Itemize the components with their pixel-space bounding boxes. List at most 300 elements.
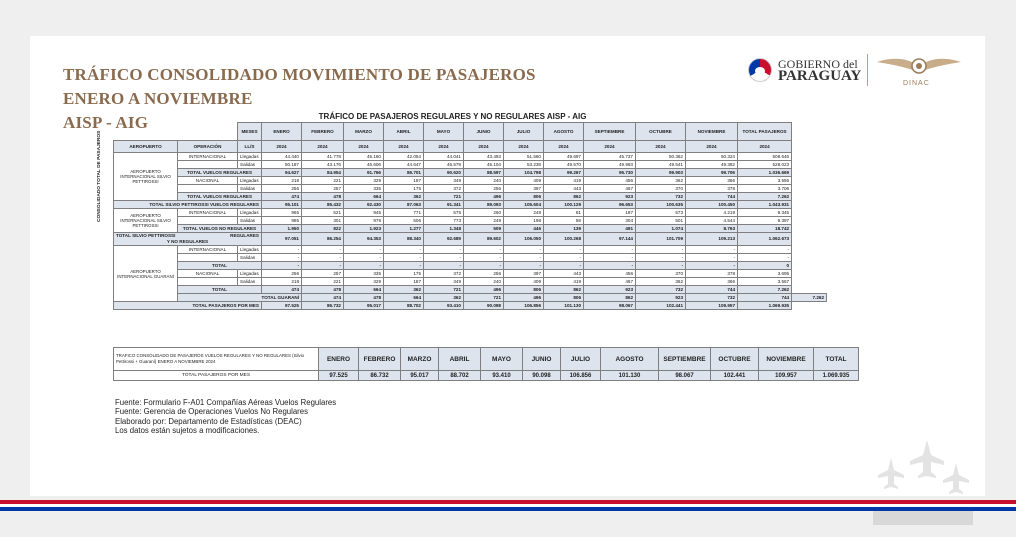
month-header: ENERO (262, 123, 302, 141)
value-cell: 372 (424, 270, 464, 278)
value-cell: 43.493 (464, 153, 504, 161)
flag-stripe-blue (0, 507, 1016, 511)
value-cell: 664 (384, 294, 424, 302)
value-cell: 1.062.673 (738, 233, 792, 246)
note-line: Fuente: Gerencia de Operaciones Vuelos No Regulares (115, 407, 309, 417)
logo-text-gobierno: GOBIERNO del (778, 57, 858, 71)
table-row (114, 294, 827, 302)
table-row (114, 161, 827, 169)
value-cell: - (464, 262, 504, 270)
summary-month-header: FEBRERO (359, 348, 401, 371)
value-cell: 362 (636, 278, 686, 286)
value-cell: 496 (464, 193, 504, 201)
value-cell: 1.069.935 (738, 302, 792, 310)
value-cell: 50.324 (686, 153, 738, 161)
value-cell: - (686, 246, 738, 254)
value-cell: 93.410 (424, 302, 464, 310)
value-cell: - (344, 246, 384, 254)
value-cell: 506 (384, 217, 424, 225)
summary-month-header: OCTUBRE (711, 348, 759, 371)
value-cell: 721 (424, 193, 464, 201)
value-cell: 91.766 (344, 169, 384, 177)
row-label: TOTAL PASAJEROS POR MES (114, 302, 262, 310)
lls-cell: Llegadas (238, 153, 262, 161)
value-cell: - (262, 254, 302, 262)
value-cell: 95.730 (584, 169, 636, 177)
summary-value: 101.130 (601, 371, 659, 381)
flag-seal-icon (748, 58, 772, 82)
value-cell: - (544, 246, 584, 254)
value-cell: 301 (302, 217, 344, 225)
value-cell: 44.647 (384, 161, 424, 169)
value-cell: 101.130 (544, 302, 584, 310)
summary-value: 88.702 (439, 371, 481, 381)
table-row (114, 233, 827, 246)
note-line: Elaborado por: Departamento de Estadísticas (DEAC) (115, 416, 302, 426)
summary-month-header: AGOSTO (601, 348, 659, 371)
value-cell: 419 (544, 177, 584, 185)
summary-description: TRAFICO CONSOLIDADO DE PASAJEROS VUELOS REGULARES Y NO REGULARES (Silvio Pettirossi + Guaraní) ENERO A NOVIEMBRE 2024 (114, 348, 319, 371)
value-cell: 53.238 (504, 161, 544, 169)
summary-value: 97.525 (319, 371, 359, 381)
value-cell: 84.954 (302, 169, 344, 177)
table-row (114, 262, 827, 270)
value-cell: 732 (636, 193, 686, 201)
summary-value: 90.098 (523, 371, 561, 381)
value-cell: 46.606 (344, 161, 384, 169)
table-row (114, 209, 827, 217)
row-label-part: Y NO REGULARES (166, 239, 209, 244)
summary-month-header: TOTAL (814, 348, 859, 371)
value-cell: 362 (636, 177, 686, 185)
value-cell: 99.706 (686, 169, 738, 177)
value-cell: 664 (344, 193, 384, 201)
value-cell: 109.213 (686, 233, 738, 246)
value-cell: 335 (344, 185, 384, 193)
value-cell: 256 (262, 270, 302, 278)
value-cell: 100.635 (636, 201, 686, 209)
value-cell: 1.923 (344, 225, 384, 233)
value-cell: - (384, 246, 424, 254)
value-cell: 81 (544, 209, 584, 217)
value-cell: 240 (464, 177, 504, 185)
value-cell: 664 (344, 286, 384, 294)
summary-month-header: JUNIO (523, 348, 561, 371)
value-cell: 575 (424, 209, 464, 217)
summary-value: 109.957 (759, 371, 814, 381)
value-cell: 3.556 (738, 177, 792, 185)
year-header: 2024 (344, 141, 384, 153)
value-cell: 100.129 (544, 201, 584, 209)
value-cell: 496 (464, 286, 504, 294)
value-cell: 98.067 (584, 302, 636, 310)
operation-cell (178, 161, 238, 169)
value-cell: 99.267 (544, 169, 584, 177)
source-notes (115, 398, 336, 435)
value-cell: 90.098 (464, 302, 504, 310)
table-row (114, 217, 827, 225)
value-cell: 106.050 (504, 233, 544, 246)
year-header: 2024 (384, 141, 424, 153)
value-cell: 85.432 (302, 201, 344, 209)
value-cell: 49.993 (584, 161, 636, 169)
value-cell: 1.277 (384, 225, 424, 233)
value-cell: 89.602 (464, 233, 504, 246)
summary-value: 98.067 (659, 371, 711, 381)
value-cell: 349 (424, 177, 464, 185)
value-cell: 9.397 (738, 217, 792, 225)
value-cell: 528.023 (738, 161, 792, 169)
summary-value: 86.732 (359, 371, 401, 381)
lls-cell: Salidas (238, 278, 262, 286)
value-cell: - (424, 262, 464, 270)
wings-icon (875, 52, 963, 80)
table-row (114, 254, 827, 262)
value-cell: 521 (302, 209, 344, 217)
value-cell: - (504, 254, 544, 262)
passenger-traffic-table (113, 111, 827, 310)
dinac-label: DINAC (903, 80, 930, 87)
value-cell: 49.541 (636, 161, 686, 169)
value-cell: 256 (464, 185, 504, 193)
value-cell: 1.950 (262, 225, 302, 233)
value-cell: 862 (544, 286, 584, 294)
logo-text-paraguay: PARAGUAY (778, 68, 862, 84)
page-title-line2: ENERO A NOVIEMBRE (63, 89, 253, 108)
value-cell: 329 (344, 278, 384, 286)
value-cell: 198 (504, 217, 544, 225)
value-cell: - (302, 246, 344, 254)
value-cell: 862 (584, 294, 636, 302)
value-cell: - (302, 262, 344, 270)
value-cell: - (344, 254, 384, 262)
row-label: TOTAL (178, 286, 262, 294)
value-cell: 248 (504, 209, 544, 217)
year-header: 2024 (262, 141, 302, 153)
value-cell: 304 (584, 217, 636, 225)
value-cell: 3.567 (738, 278, 792, 286)
summary-value: 102.441 (711, 371, 759, 381)
operation-cell: INTERNACIONAL (178, 246, 238, 254)
value-cell: - (464, 246, 504, 254)
summary-month-header: ENERO (319, 348, 359, 371)
table-row (114, 185, 827, 193)
value-cell: 744 (738, 294, 792, 302)
summary-month-header: NOVIEMBRE (759, 348, 814, 371)
value-cell: 443 (544, 270, 584, 278)
value-cell: 221 (302, 177, 344, 185)
value-cell: 370 (636, 270, 686, 278)
lls-header: LL/S (238, 141, 262, 153)
value-cell: 362 (384, 286, 424, 294)
value-cell: 3.695 (738, 270, 792, 278)
lls-cell: Salidas (238, 185, 262, 193)
value-cell: - (584, 262, 636, 270)
summary-value: 1.069.935 (814, 371, 859, 381)
value-cell: 46.579 (424, 161, 464, 169)
table-row (114, 169, 827, 177)
value-cell: 187 (384, 177, 424, 185)
value-cell: 409 (504, 177, 544, 185)
value-cell: 109.957 (686, 302, 738, 310)
value-cell: 378 (686, 185, 738, 193)
value-cell: 257 (302, 185, 344, 193)
operation-cell (178, 254, 238, 262)
value-cell: 501 (636, 217, 686, 225)
value-cell: 218 (262, 278, 302, 286)
year-header: 2024 (504, 141, 544, 153)
value-cell: 467 (584, 185, 636, 193)
value-cell: 806 (504, 286, 544, 294)
value-cell: 256 (464, 270, 504, 278)
value-cell: 397 (504, 270, 544, 278)
value-cell: 88.597 (464, 169, 504, 177)
row-label-part: REGULARES (230, 233, 259, 238)
value-cell: - (636, 262, 686, 270)
lls-cell: Salidas (238, 161, 262, 169)
value-cell: - (262, 262, 302, 270)
value-cell: 362 (424, 294, 464, 302)
value-cell: 409 (504, 278, 544, 286)
value-cell: 496 (504, 294, 544, 302)
value-cell: 474 (262, 193, 302, 201)
table-row (114, 225, 827, 233)
month-header: TOTAL PASAJEROS (738, 123, 792, 141)
value-cell: - (384, 254, 424, 262)
value-cell: - (686, 262, 738, 270)
summary-value: 93.410 (481, 371, 523, 381)
value-cell: 139 (544, 225, 584, 233)
value-cell: 573 (636, 209, 686, 217)
value-cell: 260 (464, 209, 504, 217)
value-cell: 732 (636, 286, 686, 294)
value-cell: 88.702 (384, 302, 424, 310)
table-row (114, 278, 827, 286)
table-row (114, 201, 827, 209)
meses-header: MESES (238, 123, 262, 141)
value-cell: 4.544 (686, 217, 738, 225)
operation-cell (178, 278, 238, 286)
value-cell: 100.450 (686, 201, 738, 209)
value-cell: 0 (738, 262, 792, 270)
value-cell: 100.268 (544, 233, 584, 246)
value-cell: 773 (424, 217, 464, 225)
value-cell: 822 (302, 225, 344, 233)
value-cell: - (504, 262, 544, 270)
value-cell: - (424, 254, 464, 262)
table-row (114, 153, 827, 161)
value-cell: 44.041 (424, 153, 464, 161)
value-cell: 806 (544, 294, 584, 302)
value-cell: 44.440 (262, 153, 302, 161)
page-title-line1: TRÁFICO CONSOLIDADO MOVIMIENTO DE PASAJEROS (63, 65, 536, 84)
value-cell: 443 (544, 185, 584, 193)
value-cell: 106.856 (504, 302, 544, 310)
value-cell: 9.345 (738, 209, 792, 217)
operation-cell: NACIONAL (178, 177, 238, 185)
value-cell: 175 (384, 270, 424, 278)
value-cell: 744 (686, 286, 738, 294)
value-cell: 41.778 (302, 153, 344, 161)
summary-table (113, 347, 859, 381)
lls-cell: Salidas (238, 217, 262, 225)
value-cell: 240 (464, 278, 504, 286)
value-cell: 221 (302, 278, 344, 286)
row-label: TOTAL VUELOS NO REGULARES (178, 225, 262, 233)
value-cell: 862 (544, 193, 584, 201)
value-cell: 771 (384, 209, 424, 217)
month-header: FEBRERO (302, 123, 344, 141)
value-cell: 965 (262, 209, 302, 217)
table-caption: TRÁFICO DE PASAJEROS REGULARES Y NO REGULARES AISP - AIG (318, 112, 587, 121)
lls-cell: Llegadas (238, 270, 262, 278)
value-cell: - (344, 262, 384, 270)
row-label: TOTAL SILVIO PETTIROSSI VUELOS REGULARES (114, 201, 262, 209)
table-row (114, 246, 827, 254)
value-cell: 419 (544, 278, 584, 286)
value-cell: 478 (302, 193, 344, 201)
year-header: 2024 (424, 141, 464, 153)
value-cell: 102.441 (636, 302, 686, 310)
value-cell: 50.362 (636, 153, 686, 161)
month-header: ABRIL (384, 123, 424, 141)
value-cell: 721 (424, 286, 464, 294)
table-row (114, 286, 827, 294)
month-header: NOVIEMBRE (686, 123, 738, 141)
value-cell: 49.382 (686, 161, 738, 169)
value-cell: 101.709 (636, 233, 686, 246)
value-cell: 94.627 (262, 169, 302, 177)
value-cell: - (464, 254, 504, 262)
operation-cell: INTERNACIONAL (178, 209, 238, 217)
value-cell: 105.604 (504, 201, 544, 209)
value-cell: - (584, 254, 636, 262)
value-cell: 50.187 (262, 161, 302, 169)
value-cell: 58 (544, 217, 584, 225)
row-label: TOTAL (178, 262, 262, 270)
summary-row-label: TOTAL PASAJEROS POR MES (114, 371, 319, 381)
value-cell: 92.689 (424, 233, 464, 246)
value-cell: 362 (384, 193, 424, 201)
value-cell: 49.570 (544, 161, 584, 169)
value-cell: 86.732 (302, 302, 344, 310)
year-header: 2024 (584, 141, 636, 153)
year-header: 2024 (464, 141, 504, 153)
page-title-line3: AISP - AIG (63, 113, 149, 132)
summary-value: 106.856 (561, 371, 601, 381)
value-cell: 478 (302, 286, 344, 294)
aeropuerto-header: AEROPUERTO (114, 141, 178, 153)
value-cell: 7.262 (792, 294, 827, 302)
month-header: JULIO (504, 123, 544, 141)
summary-month-header: ABRIL (439, 348, 481, 371)
value-cell: 478 (344, 294, 384, 302)
month-header: AGOSTO (544, 123, 584, 141)
value-cell: 99.903 (636, 169, 686, 177)
value-cell: 88.340 (384, 233, 424, 246)
value-cell: 87.063 (384, 201, 424, 209)
note-line: Los datos están sujetos a modificaciones. (115, 425, 260, 435)
value-cell: 86.254 (302, 233, 344, 246)
summary-value: 95.017 (401, 371, 439, 381)
row-label: TOTAL VUELOS REGULARES (178, 169, 262, 177)
table-row (114, 270, 827, 278)
row-label: TOTAL GUARANÍ (178, 294, 302, 302)
value-cell: 45.737 (584, 153, 636, 161)
value-cell: 86.701 (384, 169, 424, 177)
value-cell: 97.144 (584, 233, 636, 246)
operacion-header: OPERACIÓN (178, 141, 238, 153)
value-cell: 42.054 (384, 153, 424, 161)
lls-cell: Llegadas (238, 177, 262, 185)
value-cell: 8.763 (686, 225, 738, 233)
table-row (114, 177, 827, 185)
year-header: 2024 (636, 141, 686, 153)
value-cell: 51.560 (504, 153, 544, 161)
value-cell: 329 (344, 177, 384, 185)
value-cell: 97.051 (262, 233, 302, 246)
value-cell: - (686, 254, 738, 262)
value-cell: - (424, 246, 464, 254)
value-cell: 474 (262, 286, 302, 294)
value-cell: - (544, 254, 584, 262)
value-cell: 1.036.669 (738, 169, 792, 177)
value-cell: - (384, 262, 424, 270)
operation-cell: NACIONAL (178, 270, 238, 278)
value-cell: 18.742 (738, 225, 792, 233)
value-cell: 923 (584, 193, 636, 201)
row-label: TOTAL VUELOS REGULARES (178, 193, 262, 201)
value-cell: 7.262 (738, 286, 792, 294)
value-cell: 978 (344, 217, 384, 225)
value-cell: 372 (424, 185, 464, 193)
value-cell: 43.176 (302, 161, 344, 169)
value-cell: 456 (584, 270, 636, 278)
value-cell: 92.430 (344, 201, 384, 209)
month-header: MARZO (344, 123, 384, 141)
note-line: Fuente: Formulario F-A01 Compañías Aéreas Vuelos Regulares (115, 398, 337, 407)
year-header: 2024 (302, 141, 344, 153)
value-cell: 256 (262, 185, 302, 193)
month-header: JUNIO (464, 123, 504, 141)
value-cell: 985 (262, 217, 302, 225)
lls-cell: Llegadas (238, 209, 262, 217)
value-cell: 3.706 (738, 185, 792, 193)
value-cell: 187 (384, 278, 424, 286)
value-cell: - (738, 246, 792, 254)
airport-name: AEROPUERTO INTERNACIONAL SILVIO PETTIROSSI (114, 209, 178, 233)
value-cell: 446 (504, 225, 544, 233)
year-header: 2024 (544, 141, 584, 153)
value-cell: 95.017 (344, 302, 384, 310)
row-label-part: TOTAL SILVIO PETTIROSSI (116, 233, 176, 238)
value-cell: 187 (584, 209, 636, 217)
month-header: SEPTIEMBRE (584, 123, 636, 141)
value-cell: 397 (504, 185, 544, 193)
value-cell: 96.653 (584, 201, 636, 209)
lls-cell: Salidas (238, 254, 262, 262)
dinac-logo (875, 52, 963, 92)
value-cell: - (544, 262, 584, 270)
value-cell: 806 (504, 193, 544, 201)
value-cell: 474 (302, 294, 344, 302)
value-cell: 923 (636, 294, 686, 302)
lls-cell: Llegadas (238, 246, 262, 254)
value-cell: - (636, 246, 686, 254)
vertical-label: CONSOLIDADO TOTAL DE PASAJEROS (97, 130, 102, 222)
value-cell: - (262, 246, 302, 254)
operation-cell (178, 185, 238, 193)
